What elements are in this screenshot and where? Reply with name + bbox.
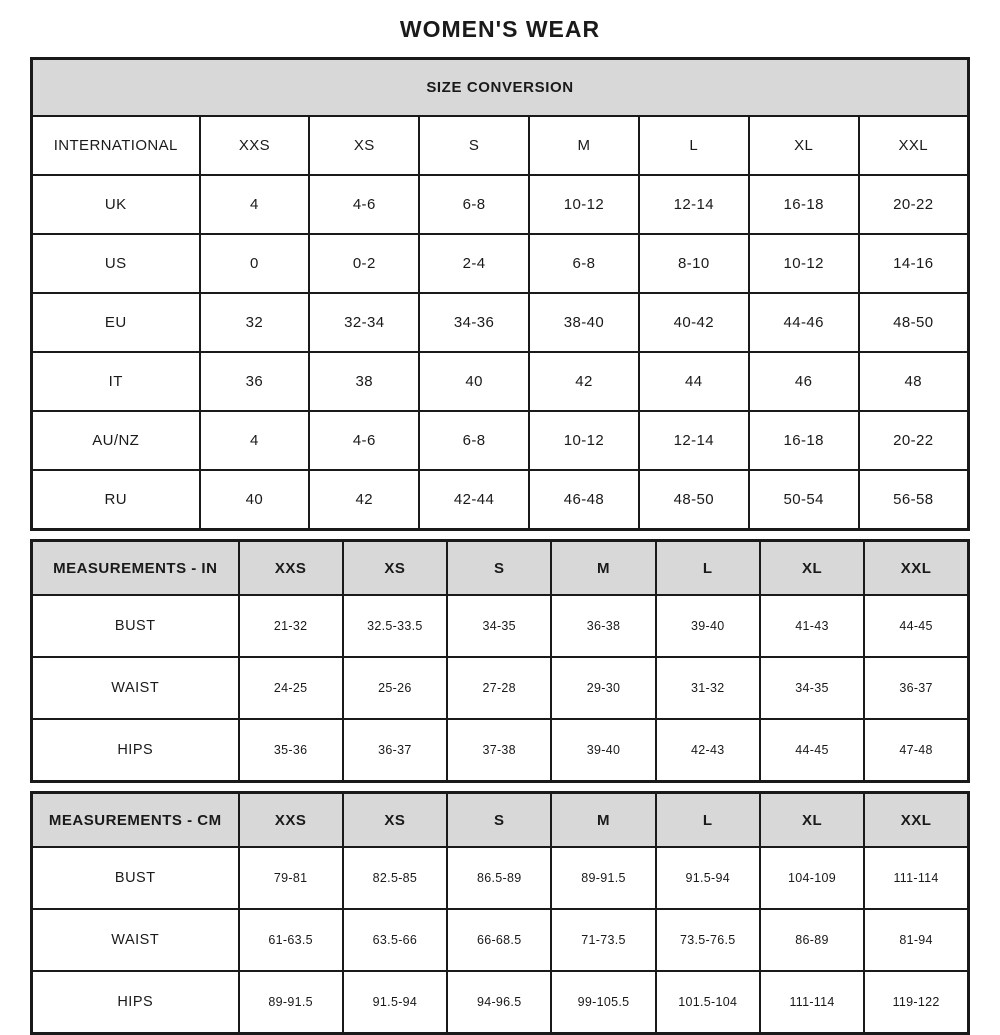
size-cell: 12-14	[639, 175, 749, 234]
measurement-cell: 27-28	[447, 657, 551, 719]
size-cell: 16-18	[749, 175, 859, 234]
size-cell: 42	[529, 352, 639, 411]
table-row-hips-cm	[32, 971, 969, 1034]
size-cell: 48-50	[859, 293, 969, 352]
measurement-cell: 21-32	[239, 595, 343, 657]
table-row-eu	[32, 293, 969, 352]
size-cell: 10-12	[529, 175, 639, 234]
size-cell: 6-8	[529, 234, 639, 293]
page-title: WOMEN'S WEAR	[399, 16, 601, 42]
measurement-cell: 39-40	[551, 719, 655, 782]
row-label: HIPS	[32, 971, 239, 1034]
column-header-xs: XS	[343, 793, 447, 848]
column-header-m: M	[551, 541, 655, 596]
size-cell: 48	[859, 352, 969, 411]
size-conversion-header: SIZE CONVERSION	[32, 59, 969, 117]
measurement-cell: 36-37	[343, 719, 447, 782]
table-row-aunz	[32, 411, 969, 470]
size-cell: 4-6	[309, 411, 419, 470]
column-header-xs: XS	[309, 116, 419, 175]
table-row	[32, 116, 969, 175]
column-header-s: S	[447, 541, 551, 596]
column-header-xxl: XXL	[864, 793, 968, 848]
measurement-cell: 34-35	[760, 657, 864, 719]
size-cell: 20-22	[859, 175, 969, 234]
column-header-l: L	[656, 541, 760, 596]
row-label: BUST	[32, 595, 239, 657]
column-header-s: S	[419, 116, 529, 175]
size-cell: 50-54	[749, 470, 859, 530]
column-header-xxs: XXS	[200, 116, 310, 175]
column-header-m: M	[529, 116, 639, 175]
size-cell: 46	[749, 352, 859, 411]
measurement-cell: 89-91.5	[551, 847, 655, 909]
row-label: BUST	[32, 847, 239, 909]
measurement-cell: 94-96.5	[447, 971, 551, 1034]
measurement-cell: 42-43	[656, 719, 760, 782]
measurement-cell: 111-114	[760, 971, 864, 1034]
column-header-l: L	[639, 116, 749, 175]
size-cell: 40	[200, 470, 310, 530]
size-conversion-table	[30, 57, 970, 531]
measurement-cell: 25-26	[343, 657, 447, 719]
measurement-cell: 101.5-104	[656, 971, 760, 1034]
row-label: EU	[32, 293, 200, 352]
measurement-cell: 34-35	[447, 595, 551, 657]
measurement-cell: 36-37	[864, 657, 968, 719]
size-cell: 34-36	[419, 293, 529, 352]
column-header-xxs: XXS	[239, 793, 343, 848]
size-chart-page	[30, 0, 970, 1035]
measurement-cell: 111-114	[864, 847, 968, 909]
measurements-in-header: MEASUREMENTS - IN	[32, 541, 239, 596]
table-row-uk	[32, 175, 969, 234]
measurement-cell: 44-45	[864, 595, 968, 657]
measurement-cell: 31-32	[656, 657, 760, 719]
table-row-us	[32, 234, 969, 293]
measurement-cell: 66-68.5	[447, 909, 551, 971]
column-header-xl: XL	[760, 793, 864, 848]
column-header-international: INTERNATIONAL	[32, 116, 200, 175]
measurement-cell: 61-63.5	[239, 909, 343, 971]
table-row-hips-in	[32, 719, 969, 782]
size-cell: 38	[309, 352, 419, 411]
column-header-xl: XL	[760, 541, 864, 596]
size-cell: 46-48	[529, 470, 639, 530]
table-row-ru	[32, 470, 969, 530]
size-cell: 42-44	[419, 470, 529, 530]
table-row-bust-in	[32, 595, 969, 657]
measurement-cell: 71-73.5	[551, 909, 655, 971]
size-cell: 0	[200, 234, 310, 293]
size-cell: 4	[200, 175, 310, 234]
size-cell: 16-18	[749, 411, 859, 470]
measurement-cell: 89-91.5	[239, 971, 343, 1034]
row-label: WAIST	[32, 909, 239, 971]
size-cell: 4-6	[309, 175, 419, 234]
measurements-in-table	[30, 539, 970, 783]
size-cell: 32	[200, 293, 310, 352]
column-header-m: M	[551, 793, 655, 848]
table-row-it	[32, 352, 969, 411]
measurement-cell: 86-89	[760, 909, 864, 971]
measurement-cell: 47-48	[864, 719, 968, 782]
size-cell: 42	[309, 470, 419, 530]
measurement-cell: 29-30	[551, 657, 655, 719]
measurement-cell: 91.5-94	[656, 847, 760, 909]
size-cell: 36	[200, 352, 310, 411]
row-label: IT	[32, 352, 200, 411]
size-cell: 56-58	[859, 470, 969, 530]
table-row-waist-in	[32, 657, 969, 719]
size-cell: 44	[639, 352, 749, 411]
row-label: AU/NZ	[32, 411, 200, 470]
measurement-cell: 44-45	[760, 719, 864, 782]
row-label: HIPS	[32, 719, 239, 782]
measurement-cell: 91.5-94	[343, 971, 447, 1034]
size-cell: 8-10	[639, 234, 749, 293]
row-label: UK	[32, 175, 200, 234]
column-header-xl: XL	[749, 116, 859, 175]
measurement-cell: 99-105.5	[551, 971, 655, 1034]
measurement-cell: 63.5-66	[343, 909, 447, 971]
measurement-cell: 104-109	[760, 847, 864, 909]
table-row	[32, 793, 969, 848]
row-label: US	[32, 234, 200, 293]
measurement-cell: 35-36	[239, 719, 343, 782]
measurement-cell: 24-25	[239, 657, 343, 719]
measurements-cm-table	[30, 791, 970, 1035]
row-label: WAIST	[32, 657, 239, 719]
measurement-cell: 36-38	[551, 595, 655, 657]
size-cell: 4	[200, 411, 310, 470]
size-cell: 44-46	[749, 293, 859, 352]
size-cell: 14-16	[859, 234, 969, 293]
column-header-xxs: XXS	[239, 541, 343, 596]
column-header-xxl: XXL	[864, 541, 968, 596]
size-cell: 2-4	[419, 234, 529, 293]
measurement-cell: 32.5-33.5	[343, 595, 447, 657]
measurement-cell: 82.5-85	[343, 847, 447, 909]
measurements-cm-header: MEASUREMENTS - CM	[32, 793, 239, 848]
measurement-cell: 39-40	[656, 595, 760, 657]
table-row	[32, 541, 969, 596]
size-cell: 10-12	[749, 234, 859, 293]
measurement-cell: 79-81	[239, 847, 343, 909]
measurement-cell: 73.5-76.5	[656, 909, 760, 971]
size-cell: 38-40	[529, 293, 639, 352]
size-cell: 0-2	[309, 234, 419, 293]
size-cell: 12-14	[639, 411, 749, 470]
measurement-cell: 37-38	[447, 719, 551, 782]
size-cell: 48-50	[639, 470, 749, 530]
size-cell: 6-8	[419, 175, 529, 234]
column-header-xs: XS	[343, 541, 447, 596]
size-cell: 20-22	[859, 411, 969, 470]
measurement-cell: 119-122	[864, 971, 968, 1034]
size-cell: 10-12	[529, 411, 639, 470]
table-row-bust-cm	[32, 847, 969, 909]
column-header-s: S	[447, 793, 551, 848]
size-cell: 32-34	[309, 293, 419, 352]
measurement-cell: 86.5-89	[447, 847, 551, 909]
table-row-waist-cm	[32, 909, 969, 971]
measurement-cell: 81-94	[864, 909, 968, 971]
size-cell: 40-42	[639, 293, 749, 352]
measurement-cell: 41-43	[760, 595, 864, 657]
column-header-l: L	[656, 793, 760, 848]
column-header-xxl: XXL	[859, 116, 969, 175]
size-cell: 40	[419, 352, 529, 411]
row-label: RU	[32, 470, 200, 530]
size-cell: 6-8	[419, 411, 529, 470]
